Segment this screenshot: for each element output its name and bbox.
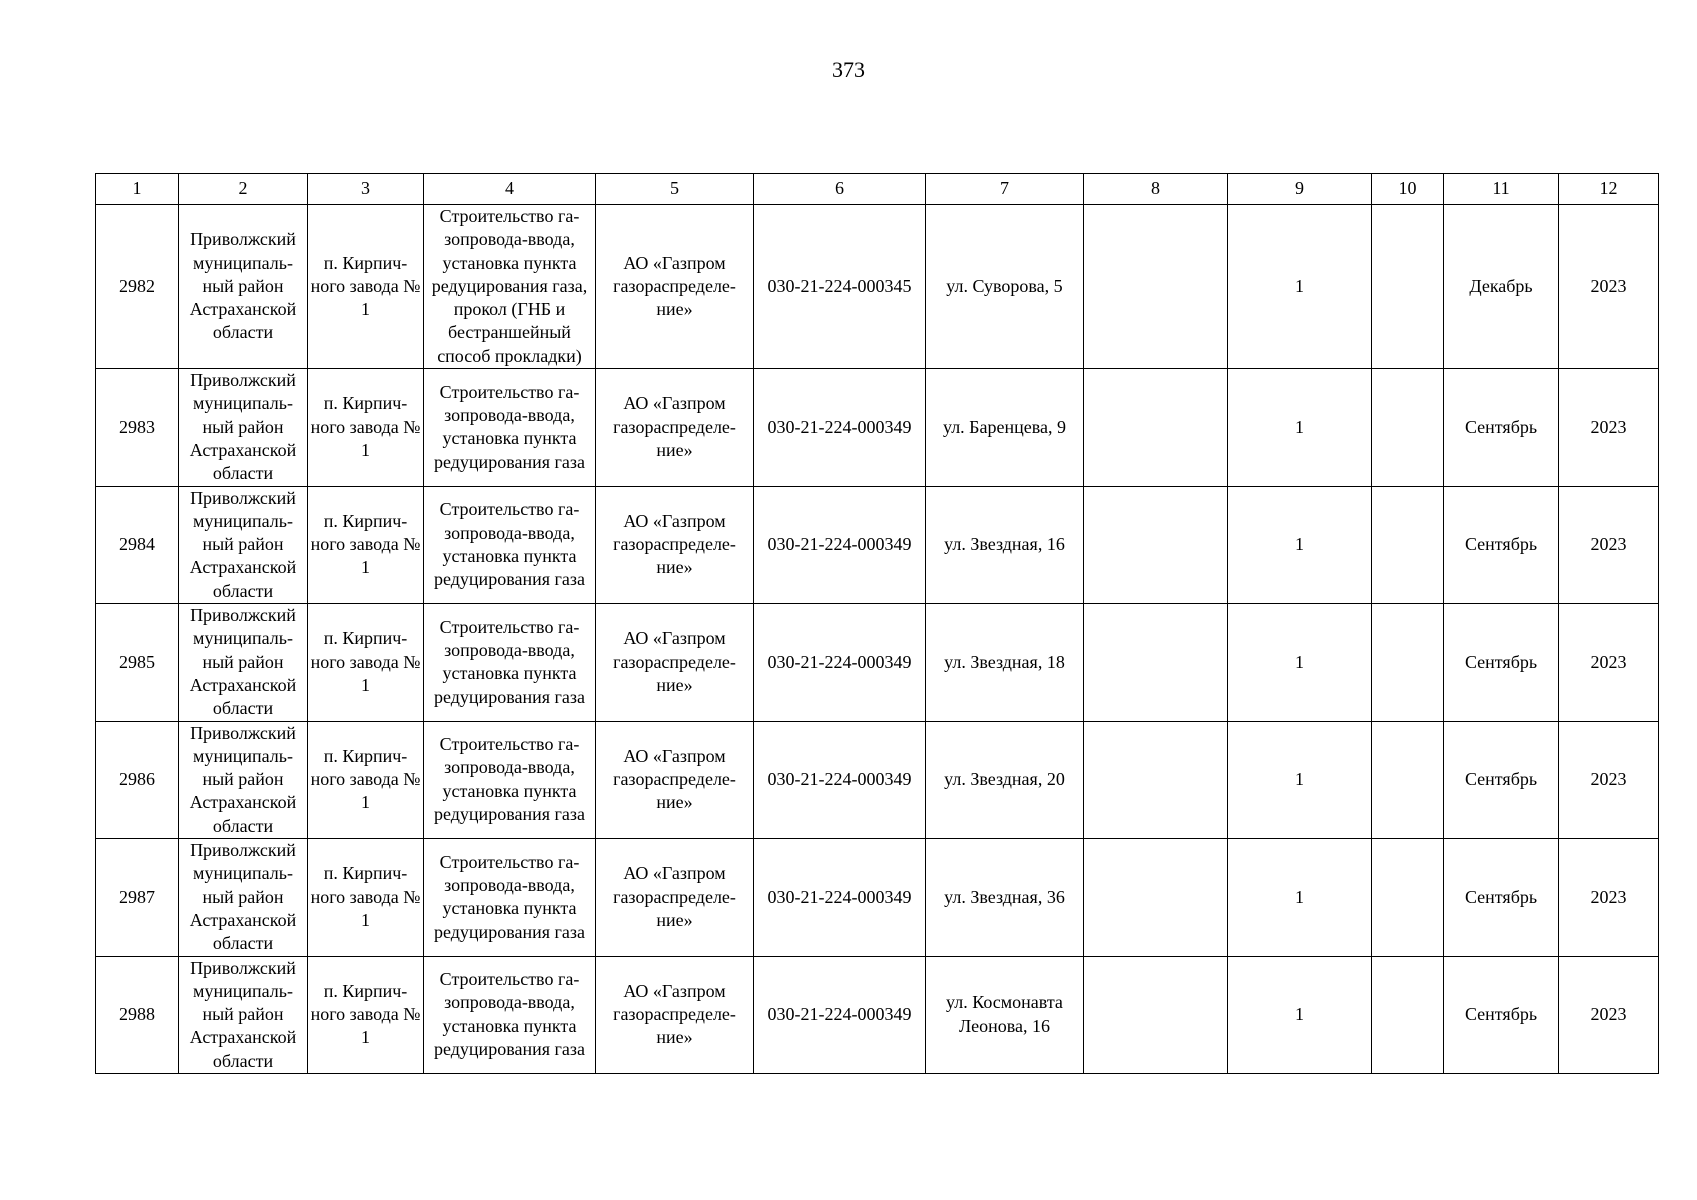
cell-district: Приволжский муниципальный район Астраханской области [179,486,308,603]
cell-district: Приволжский муниципальный район Астраханской области [179,369,308,486]
cell-month: Сентябрь [1444,956,1559,1073]
cell-col-10 [1372,205,1444,369]
cell-col-10 [1372,839,1444,956]
cell-address: ул. Звездная, 16 [926,486,1084,603]
cell-settlement: п. Кирпичного завода № 1 [308,604,424,721]
cell-organization: АО «Газпром газораспределение» [596,604,754,721]
cell-settlement: п. Кирпичного завода № 1 [308,486,424,603]
cell-work-description: Строительство газопровода-ввода, установка пункта редуцирования газа [424,956,596,1073]
cell-settlement: п. Кирпичного завода № 1 [308,205,424,369]
cell-year: 2023 [1559,205,1659,369]
cell-address: ул. Баренцева, 9 [926,369,1084,486]
cell-object-code: 030-21-224-000349 [754,839,926,956]
cell-year: 2023 [1559,721,1659,838]
cell-district: Приволжский муниципальный район Астраханской области [179,604,308,721]
page-number: 373 [832,57,865,82]
cell-col-8 [1084,956,1228,1073]
column-header-5: 5 [596,174,754,205]
table-row [96,604,1659,721]
cell-number: 2987 [96,839,179,956]
column-header-2: 2 [179,174,308,205]
cell-col-8 [1084,839,1228,956]
cell-col-9: 1 [1228,205,1372,369]
table-row [96,721,1659,838]
cell-settlement: п. Кирпичного завода № 1 [308,369,424,486]
column-header-7: 7 [926,174,1084,205]
cell-object-code: 030-21-224-000349 [754,369,926,486]
register-table [95,173,1659,1074]
cell-number: 2984 [96,486,179,603]
cell-settlement: п. Кирпичного завода № 1 [308,956,424,1073]
cell-organization: АО «Газпром газораспределение» [596,956,754,1073]
cell-address: ул. Космонавта Леонова, 16 [926,956,1084,1073]
cell-address: ул. Звездная, 18 [926,604,1084,721]
cell-work-description: Строительство газопровода-ввода, установка пункта редуцирования газа [424,839,596,956]
cell-address: ул. Звездная, 20 [926,721,1084,838]
cell-col-8 [1084,369,1228,486]
cell-settlement: п. Кирпичного завода № 1 [308,721,424,838]
cell-month: Декабрь [1444,205,1559,369]
cell-col-9: 1 [1228,604,1372,721]
table-row [96,956,1659,1073]
column-header-12: 12 [1559,174,1659,205]
cell-settlement: п. Кирпичного завода № 1 [308,839,424,956]
cell-organization: АО «Газпром газораспределение» [596,205,754,369]
column-header-4: 4 [424,174,596,205]
cell-year: 2023 [1559,604,1659,721]
cell-organization: АО «Газпром газораспределение» [596,721,754,838]
cell-month: Сентябрь [1444,839,1559,956]
cell-col-10 [1372,486,1444,603]
cell-number: 2982 [96,205,179,369]
cell-year: 2023 [1559,839,1659,956]
table-row [96,205,1659,369]
cell-work-description: Строительство газопровода-ввода, установка пункта редуцирования газа [424,369,596,486]
cell-col-8 [1084,486,1228,603]
cell-col-9: 1 [1228,486,1372,603]
cell-object-code: 030-21-224-000349 [754,721,926,838]
cell-object-code: 030-21-224-000349 [754,486,926,603]
cell-object-code: 030-21-224-000349 [754,956,926,1073]
column-header-11: 11 [1444,174,1559,205]
cell-col-9: 1 [1228,369,1372,486]
cell-month: Сентябрь [1444,604,1559,721]
cell-month: Сентябрь [1444,369,1559,486]
cell-number: 2986 [96,721,179,838]
cell-col-10 [1372,604,1444,721]
cell-year: 2023 [1559,956,1659,1073]
cell-col-8 [1084,721,1228,838]
column-header-3: 3 [308,174,424,205]
table-row [96,839,1659,956]
column-header-1: 1 [96,174,179,205]
cell-object-code: 030-21-224-000345 [754,205,926,369]
header-row [96,174,1659,205]
cell-district: Приволжский муниципальный район Астраханской области [179,205,308,369]
cell-col-9: 1 [1228,839,1372,956]
column-header-10: 10 [1372,174,1444,205]
cell-work-description: Строительство газопровода-ввода, установка пункта редуцирования газа [424,486,596,603]
cell-col-8 [1084,205,1228,369]
cell-work-description: Строительство газопровода-ввода, установка пункта редуцирования газа, прокол (ГНБ и бестраншейный способ прокладки) [424,205,596,369]
cell-year: 2023 [1559,369,1659,486]
cell-object-code: 030-21-224-000349 [754,604,926,721]
column-header-6: 6 [754,174,926,205]
cell-organization: АО «Газпром газораспределение» [596,839,754,956]
cell-district: Приволжский муниципальный район Астраханской области [179,956,308,1073]
cell-address: ул. Звездная, 36 [926,839,1084,956]
cell-month: Сентябрь [1444,721,1559,838]
cell-col-9: 1 [1228,956,1372,1073]
cell-col-8 [1084,604,1228,721]
column-header-8: 8 [1084,174,1228,205]
cell-number: 2988 [96,956,179,1073]
cell-district: Приволжский муниципальный район Астраханской области [179,839,308,956]
cell-col-10 [1372,956,1444,1073]
cell-col-10 [1372,721,1444,838]
cell-number: 2985 [96,604,179,721]
cell-organization: АО «Газпром газораспределение» [596,486,754,603]
cell-month: Сентябрь [1444,486,1559,603]
cell-work-description: Строительство газопровода-ввода, установка пункта редуцирования газа [424,721,596,838]
cell-number: 2983 [96,369,179,486]
cell-work-description: Строительство газопровода-ввода, установка пункта редуцирования газа [424,604,596,721]
cell-col-10 [1372,369,1444,486]
cell-year: 2023 [1559,486,1659,603]
cell-address: ул. Суворова, 5 [926,205,1084,369]
table-row [96,486,1659,603]
table-row [96,369,1659,486]
column-header-9: 9 [1228,174,1372,205]
cell-district: Приволжский муниципальный район Астраханской области [179,721,308,838]
cell-col-9: 1 [1228,721,1372,838]
cell-organization: АО «Газпром газораспределение» [596,369,754,486]
